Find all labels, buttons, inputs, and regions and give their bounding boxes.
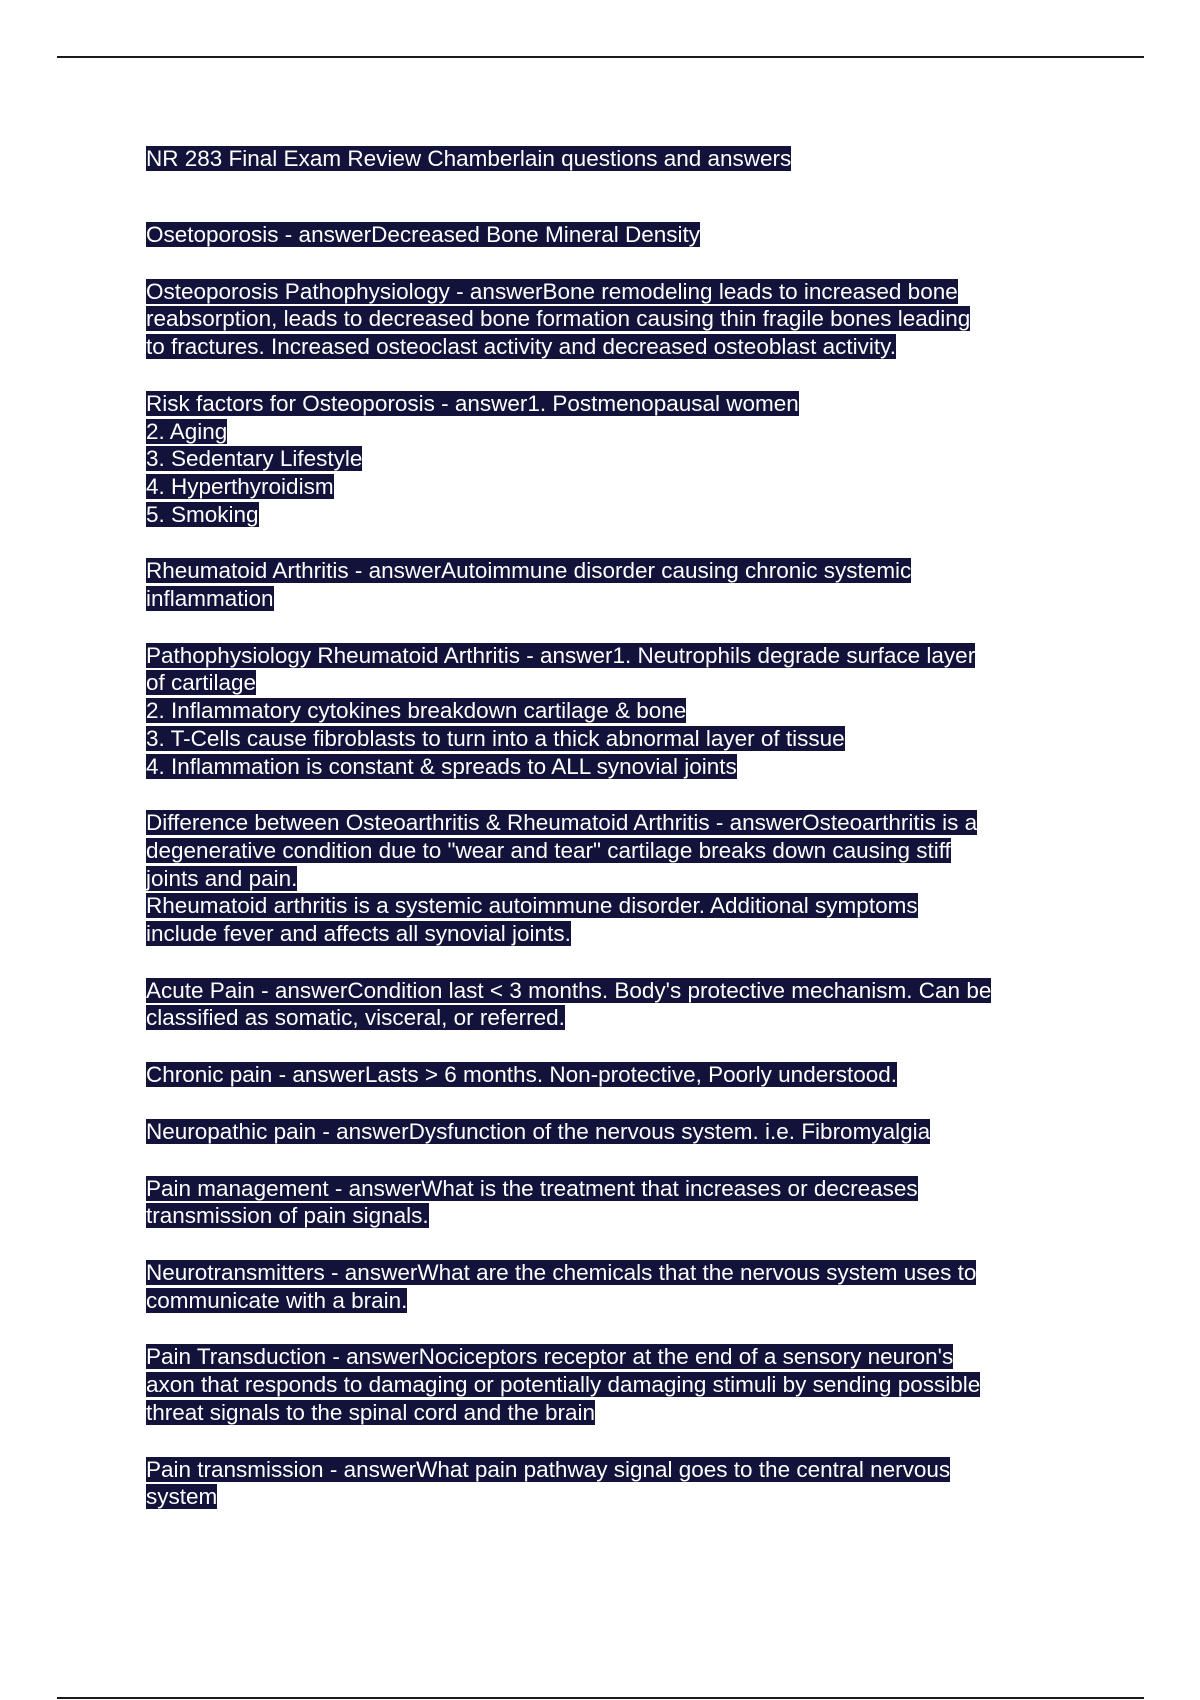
entry-line[interactable]: include fever and affects all synovial joints. — [146, 921, 571, 947]
entry-line[interactable]: 2. Inflammatory cytokines breakdown cartilage & bone — [146, 698, 687, 724]
entry-line[interactable]: of cartilage — [146, 670, 257, 696]
entry-line[interactable]: Neurotransmitters - answerWhat are the chemicals that the nervous system uses to — [146, 1259, 977, 1285]
entry-line[interactable]: Rheumatoid Arthritis - answerAutoimmune disorder causing chronic systemic — [146, 558, 912, 584]
entry-line[interactable]: Pathophysiology Rheumatoid Arthritis - answer1. Neutrophils degrade surface layer — [146, 642, 976, 668]
entry-line[interactable]: communicate with a brain. — [146, 1287, 408, 1313]
entry-line[interactable]: 3. T-Cells cause fibroblasts to turn into a thick abnormal layer of tissue — [146, 725, 845, 751]
entry-line[interactable]: 3. Sedentary Lifestyle — [146, 446, 363, 472]
entry-line[interactable]: degenerative condition due to "wear and tear" cartilage breaks down causing stiff — [146, 837, 951, 863]
entry-line[interactable]: 4. Inflammation is constant & spreads to ALL synovial joints — [146, 753, 737, 779]
qa-entry — [146, 221, 1066, 249]
entry-list — [146, 221, 1066, 1511]
entry-line[interactable]: Pain transmission - answerWhat pain pathway signal goes to the central nervous — [146, 1456, 951, 1482]
entry-line[interactable]: system — [146, 1484, 218, 1510]
entry-line[interactable]: transmission of pain signals. — [146, 1203, 429, 1229]
qa-entry — [146, 278, 1066, 361]
qa-entry — [146, 390, 1066, 529]
qa-entry — [146, 1061, 1066, 1089]
entry-line[interactable]: to fractures. Increased osteoclast activity and decreased osteoblast activity. — [146, 334, 896, 360]
document-body — [146, 145, 1066, 1540]
entry-line[interactable]: Neuropathic pain - answerDysfunction of the nervous system. i.e. Fibromyalgia — [146, 1118, 931, 1144]
qa-entry — [146, 1456, 1066, 1511]
entry-line[interactable]: threat signals to the spinal cord and the brain — [146, 1399, 596, 1425]
footer-rule — [57, 1697, 1144, 1699]
qa-entry — [146, 1175, 1066, 1230]
entry-line[interactable]: reabsorption, leads to decreased bone formation causing thin fragile bones leading — [146, 306, 971, 332]
document-title — [146, 145, 1066, 173]
entry-line[interactable]: Osteoporosis Pathophysiology - answerBone remodeling leads to increased bone — [146, 278, 958, 304]
entry-line[interactable]: Pain Transduction - answerNociceptors receptor at the end of a sensory neuron's — [146, 1344, 954, 1370]
entry-line[interactable]: Osetoporosis - answerDecreased Bone Mineral Density — [146, 222, 700, 247]
qa-entry — [146, 1259, 1066, 1314]
entry-line[interactable]: Pain management - answerWhat is the treatment that increases or decreases — [146, 1175, 918, 1201]
qa-entry — [146, 1343, 1066, 1426]
entry-line[interactable]: axon that responds to damaging or potentially damaging stimuli by sending possible — [146, 1372, 981, 1398]
entry-line[interactable]: 5. Smoking — [146, 501, 259, 527]
entry-line[interactable]: joints and pain. — [146, 865, 298, 891]
entry-line[interactable]: classified as somatic, visceral, or referred. — [146, 1005, 565, 1031]
entry-line[interactable]: Difference between Osteoarthritis & Rheumatoid Arthritis - answerOsteoarthritis is a — [146, 810, 978, 836]
header-rule — [57, 56, 1144, 58]
qa-entry — [146, 557, 1066, 612]
entry-line[interactable]: 4. Hyperthyroidism — [146, 473, 334, 499]
entry-line[interactable]: Chronic pain - answerLasts > 6 months. Non-protective, Poorly understood. — [146, 1062, 898, 1088]
entry-line[interactable]: Rheumatoid arthritis is a systemic autoimmune disorder. Additional symptoms — [146, 893, 918, 919]
entry-line[interactable]: Risk factors for Osteoporosis - answer1. Postmenopausal women — [146, 390, 799, 416]
qa-entry — [146, 977, 1066, 1032]
document-title-text[interactable]: NR 283 Final Exam Review Chamberlain questions and answers — [146, 146, 792, 171]
entry-line[interactable]: inflammation — [146, 586, 274, 612]
entry-line[interactable]: 2. Aging — [146, 418, 228, 444]
entry-line[interactable]: Acute Pain - answerCondition last < 3 months. Body's protective mechanism. Can be — [146, 977, 992, 1003]
qa-entry — [146, 1118, 1066, 1146]
qa-entry — [146, 809, 1066, 948]
qa-entry — [146, 642, 1066, 781]
